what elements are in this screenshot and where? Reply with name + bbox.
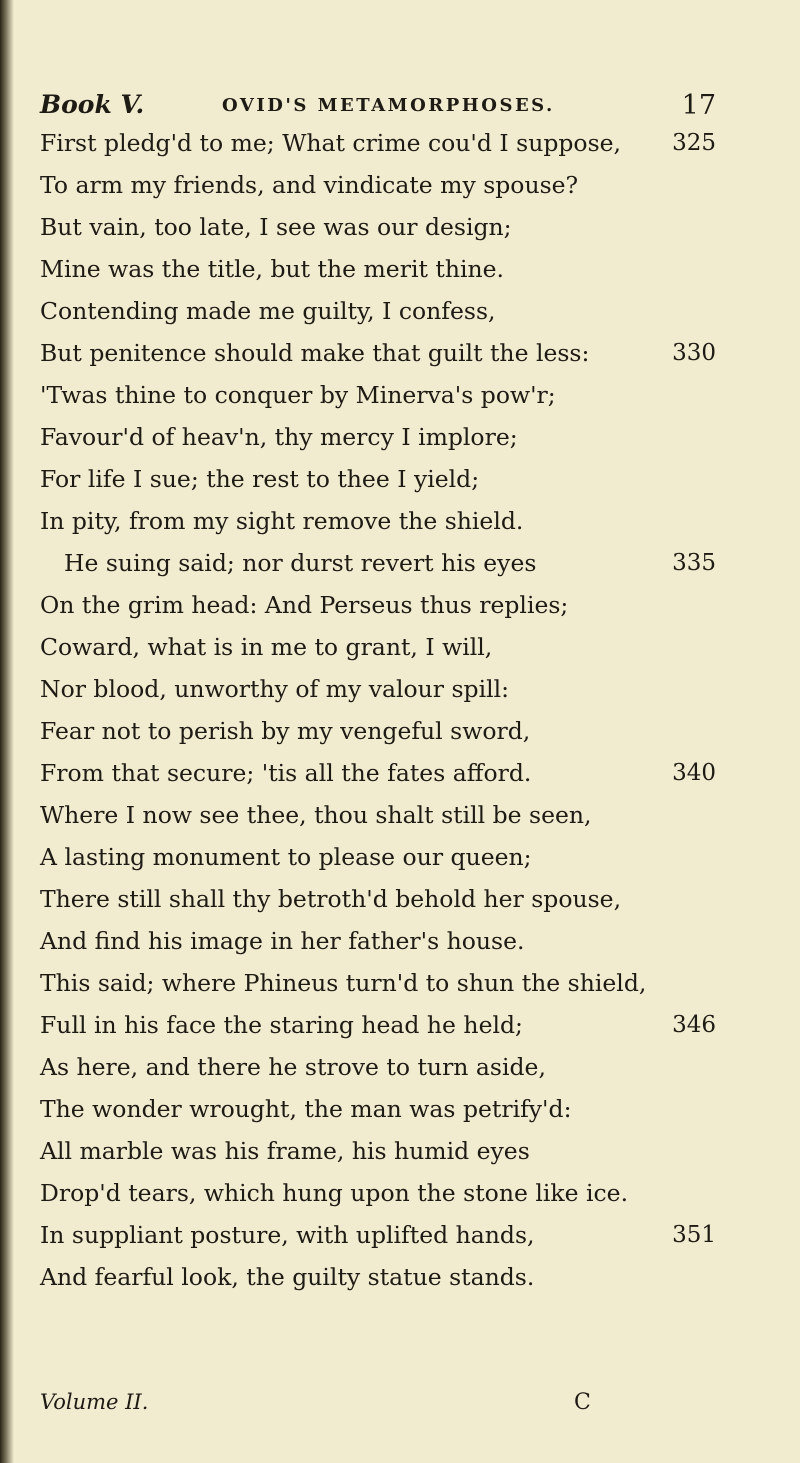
verse-line: Favour'd of heav'n, thy mercy I implore; [40, 423, 518, 451]
verse-line: This said; where Phineus turn'd to shun the shield, [40, 969, 647, 997]
line-number: 351 [672, 1222, 716, 1248]
line-number: 330 [672, 340, 716, 366]
verse-line: There still shall thy betroth'd behold her spouse, [40, 885, 622, 913]
line-number: 335 [672, 550, 716, 576]
verse-line: And find his image in her father's house. [40, 927, 525, 955]
verse-line: But vain, too late, I see was our design; [40, 213, 512, 241]
verse-line: Drop'd tears, which hung upon the stone like ice. [40, 1179, 629, 1207]
verse-line: From that secure; 'tis all the fates afford. 340 [40, 756, 716, 790]
running-title: OVID'S METAMORPHOSES. [222, 95, 555, 116]
verse-line: But penitence should make that guilt the less: 330 [40, 336, 716, 370]
line-number: 325 [672, 130, 716, 156]
verse-line: He suing said; nor durst revert his eyes 335 [40, 546, 716, 580]
verse-line: Fear not to perish by my vengeful sword, [40, 717, 531, 745]
verse-line: On the grim head: And Perseus thus replies; [40, 591, 569, 619]
signature-line [40, 1390, 700, 1426]
binding-gutter-shadow [0, 0, 14, 1463]
line-number: 346 [672, 1012, 716, 1038]
line-number: 340 [672, 760, 716, 786]
page-number: 17 [681, 90, 716, 121]
verse-line: Contending made me guilty, I confess, [40, 297, 496, 325]
verse-line: In pity, from my sight remove the shield. [40, 507, 524, 535]
verse-line: Coward, what is in me to grant, I will, [40, 633, 493, 661]
verse-line: To arm my friends, and vindicate my spouse? [40, 171, 579, 199]
verse-line: All marble was his frame, his humid eyes [40, 1137, 530, 1165]
verse-line: In suppliant posture, with uplifted hands, 351 [40, 1218, 716, 1252]
verse-line: A lasting monument to please our queen; [40, 843, 532, 871]
verse-line: First pledg'd to me; What crime cou'd I suppose, 325 [40, 126, 716, 160]
verse-line: Where I now see thee, thou shalt still be seen, [40, 801, 592, 829]
signature-mark: C [574, 1390, 591, 1415]
verse-line: Mine was the title, but the merit thine. [40, 255, 504, 283]
verse-line: As here, and there he strove to turn aside, [40, 1053, 546, 1081]
verse-line: 'Twas thine to conquer by Minerva's pow'r; [40, 381, 556, 409]
book-label: Book V. [40, 90, 145, 119]
volume-label: Volume II. [40, 1390, 149, 1414]
verse-line: Full in his face the staring head he held; 346 [40, 1008, 716, 1042]
verse-line: Nor blood, unworthy of my valour spill: [40, 675, 510, 703]
verse-line: And fearful look, the guilty statue stands. [40, 1263, 535, 1291]
running-head [40, 90, 716, 130]
verse-line: For life I sue; the rest to thee I yield; [40, 465, 480, 493]
verse-line: The wonder wrought, the man was petrify'd: [40, 1095, 572, 1123]
